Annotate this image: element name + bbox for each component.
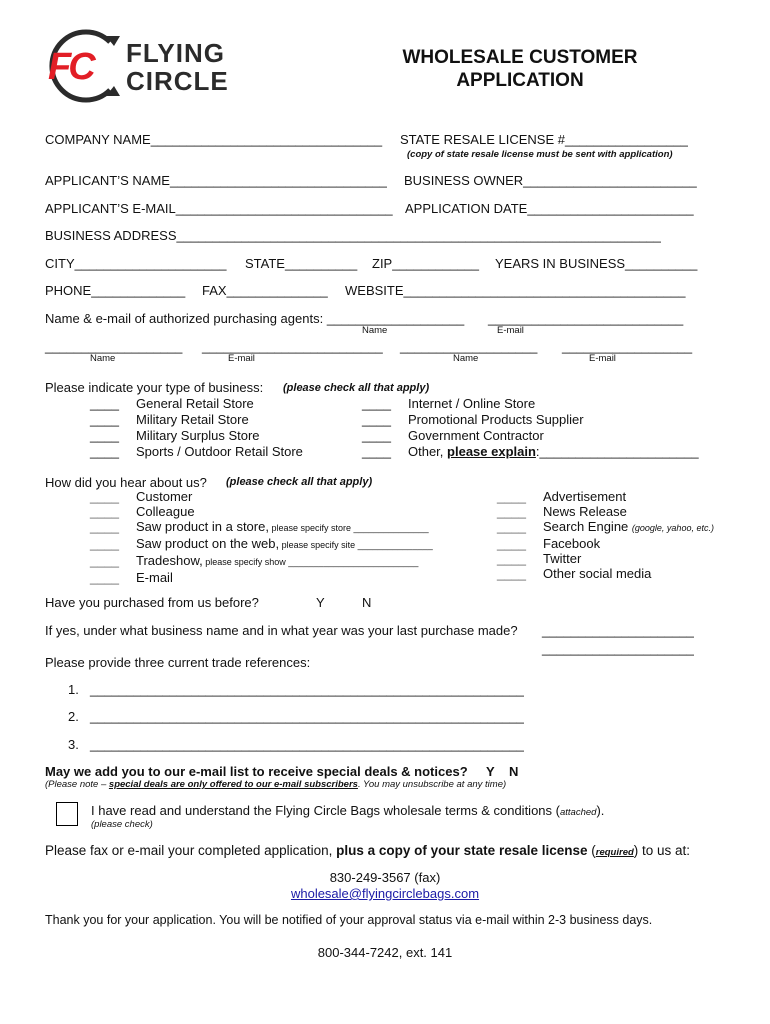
terms-text (91, 803, 604, 818)
agent1-email-line[interactable]: ___________________________ (488, 311, 684, 326)
submit-required: required (595, 847, 634, 858)
option-label: Internet / Online Store (408, 396, 536, 411)
agent2-name-line[interactable]: ___________________ (45, 339, 183, 354)
agent3-name-line[interactable]: ___________________ (400, 339, 538, 354)
phone-field[interactable]: PHONE_____________ (45, 283, 186, 298)
option-label: Search Engine (543, 519, 629, 534)
checkbox-blank[interactable]: ____ (90, 412, 119, 427)
list-item[interactable] (90, 396, 303, 412)
years-in-business-field[interactable]: YEARS IN BUSINESS__________ (495, 256, 698, 271)
terms-attached: attached (559, 807, 597, 818)
option-label: Sports / Outdoor Retail Store (136, 444, 303, 459)
purchased-prompt: Have you purchased from us before? (45, 595, 259, 610)
list-item[interactable] (90, 412, 303, 428)
option-label: Advertisement (543, 489, 627, 504)
checkbox-blank[interactable]: ____ (90, 396, 119, 411)
other-line[interactable]: :______________________ (535, 444, 699, 459)
list-item[interactable] (497, 566, 714, 581)
list-item[interactable] (90, 489, 433, 504)
checkbox-blank[interactable]: ____ (497, 551, 526, 566)
logo-letters: FC (48, 46, 93, 88)
brand-logo (44, 28, 254, 104)
checkbox-blank[interactable]: ____ (90, 570, 119, 585)
search-engine-note: (google, yahoo, etc.) (631, 523, 714, 533)
agent3-email-label: E-mail (589, 353, 616, 364)
phone-footer: 800-344-7242, ext. 141 (317, 945, 453, 960)
email-list-note (45, 779, 506, 790)
reference-line[interactable]: ____________________________________________________________ (90, 737, 524, 752)
submit-bold: plus a copy of your state resale license (336, 843, 588, 858)
last-purchase-line2[interactable]: _____________________ (542, 641, 694, 656)
other-prefix: Other, (408, 444, 448, 459)
list-item[interactable] (90, 428, 303, 444)
list-item[interactable] (90, 536, 433, 553)
option-label: News Release (543, 504, 627, 519)
website-field[interactable]: WEBSITE_______________________________________ (345, 283, 686, 298)
list-item[interactable] (90, 519, 433, 536)
purchased-yes[interactable]: Y (316, 595, 325, 610)
email-list-prompt: May we add you to our e-mail list to receive special deals & notices? (45, 764, 468, 779)
hear-about-prompt: How did you hear about us? (45, 475, 207, 490)
checkbox-blank[interactable]: ____ (90, 489, 119, 504)
agent1-name-label: Name (362, 325, 388, 336)
reference-number: 3. (68, 737, 79, 752)
submit-suffix: ) to us at: (633, 843, 691, 858)
logo-line1: FLYING (126, 38, 225, 68)
option-label: Government Contractor (408, 428, 544, 443)
business-type-right-list (362, 396, 699, 460)
list-item[interactable] (497, 536, 714, 551)
last-purchase-line1[interactable]: _____________________ (542, 623, 694, 638)
checkbox-blank[interactable]: ____ (362, 412, 391, 427)
purchased-no[interactable]: N (362, 595, 372, 610)
applicant-email-field[interactable]: APPLICANT’S E-MAIL______________________________ (45, 201, 393, 216)
note-bold: special deals are only offered to our e-mail subscribers (108, 779, 358, 790)
page-title (380, 46, 660, 92)
list-item[interactable] (90, 444, 303, 460)
checkbox-blank[interactable]: ____ (362, 444, 391, 459)
zip-field[interactable]: ZIP____________ (372, 256, 479, 271)
terms-checkbox[interactable] (56, 802, 78, 826)
submit-paren: ( (587, 843, 596, 858)
option-label: Other social media (543, 566, 652, 581)
note-prefix: (Please note – (45, 779, 109, 790)
submit-instructions (45, 843, 690, 858)
terms-label: I have read and understand the Flying Circle Bags wholesale terms & conditions ( (91, 803, 560, 818)
option-label: Saw product in a store, (136, 519, 269, 534)
agent3-name-label: Name (453, 353, 479, 364)
applicant-name-field[interactable]: APPLICANT’S NAME______________________________ (45, 173, 387, 188)
list-item[interactable] (90, 553, 433, 570)
option-label: Colleague (136, 504, 195, 519)
state-field[interactable]: STATE__________ (245, 256, 358, 271)
option-label: Saw product on the web, (136, 536, 280, 551)
business-address-field[interactable]: BUSINESS ADDRESS___________________________________________________________________ (45, 228, 661, 243)
agent3-email-line[interactable]: __________________ (562, 339, 693, 354)
reference-number: 2. (68, 709, 79, 724)
list-item[interactable] (497, 504, 714, 519)
business-type-note: (please check all that apply) (283, 382, 430, 394)
agent1-email-label: E-mail (497, 325, 524, 336)
terms-check-note: (please check) (91, 819, 153, 830)
note-suffix: . You may unsubscribe at any time) (357, 779, 507, 790)
list-item[interactable] (497, 519, 714, 536)
city-field[interactable]: CITY_____________________ (45, 256, 227, 271)
list-item[interactable] (90, 504, 433, 519)
agents-prompt[interactable]: Name & e-mail of authorized purchasing agents: ___________________ (45, 311, 465, 326)
thank-you-text: Thank you for your application. You will be notified of your approval status via e-mail within 2-3 business days. (45, 913, 653, 927)
list-item[interactable] (362, 428, 699, 444)
checkbox-blank[interactable]: ____ (497, 519, 526, 534)
references-prompt: Please provide three current trade references: (45, 655, 311, 670)
last-purchase-prompt: If yes, under what business name and in what year was your last purchase made? (45, 623, 518, 638)
option-label: Customer (136, 489, 193, 504)
option-specify[interactable]: please specify store _______________ (268, 523, 429, 533)
checkbox-blank[interactable]: ____ (90, 553, 119, 568)
state-resale-note: (copy of state resale license must be sent with application) (407, 149, 673, 160)
submit-email-link[interactable]: wholesale@flyingcirclebags.com (290, 886, 480, 901)
option-specify[interactable]: please specify site _______________ (279, 540, 433, 550)
application-date-field[interactable]: APPLICATION DATE_______________________ (405, 201, 694, 216)
business-type-left-list (90, 396, 303, 460)
title-line1: WHOLESALE CUSTOMER (402, 47, 638, 68)
title-line2: APPLICATION (456, 70, 584, 91)
agent2-email-label: E-mail (228, 353, 255, 364)
checkbox-blank[interactable]: ____ (362, 396, 391, 411)
checkbox-blank[interactable]: ____ (497, 489, 526, 504)
option-label: Facebook (543, 536, 601, 551)
option-label: Military Surplus Store (136, 428, 260, 443)
option-label: E-mail (136, 570, 173, 585)
fax-field[interactable]: FAX______________ (202, 283, 328, 298)
option-specify[interactable]: please specify show __________________________ (202, 557, 419, 567)
terms-close: ). (596, 803, 605, 818)
state-resale-field[interactable]: STATE RESALE LICENSE #_________________ (400, 132, 688, 147)
list-item[interactable] (362, 444, 699, 460)
checkbox-blank[interactable]: ____ (362, 428, 391, 443)
hear-about-note: (please check all that apply) (226, 476, 373, 488)
logo-line2: CIRCLE (126, 66, 229, 96)
list-item[interactable] (497, 489, 714, 504)
email-list-no[interactable]: N (509, 764, 519, 779)
business-owner-field[interactable]: BUSINESS OWNER________________________ (404, 173, 697, 188)
checkbox-blank[interactable]: ____ (90, 536, 119, 551)
checkbox-blank[interactable]: ____ (90, 504, 119, 519)
submit-prefix: Please fax or e-mail your completed application, (45, 843, 337, 858)
checkbox-blank[interactable]: ____ (90, 444, 119, 459)
business-type-prompt: Please indicate your type of business: (45, 380, 264, 395)
company-name-field[interactable]: COMPANY NAME________________________________ (45, 132, 383, 147)
reference-number: 1. (68, 682, 79, 697)
hear-about-right-list (497, 489, 714, 581)
reference-line[interactable]: ____________________________________________________________ (90, 682, 524, 697)
agent2-email-line[interactable]: _________________________ (202, 339, 383, 354)
other-explain: please explain (447, 444, 536, 459)
list-item[interactable] (497, 551, 714, 566)
checkbox-blank[interactable]: ____ (497, 566, 526, 581)
list-item[interactable] (362, 396, 699, 412)
checkbox-blank[interactable]: ____ (90, 519, 119, 534)
checkbox-blank[interactable]: ____ (497, 536, 526, 551)
email-list-yes[interactable]: Y (486, 764, 495, 779)
list-item[interactable] (362, 412, 699, 428)
reference-line[interactable]: ____________________________________________________________ (90, 709, 524, 724)
checkbox-blank[interactable]: ____ (497, 504, 526, 519)
option-label: Twitter (543, 551, 582, 566)
option-label: Tradeshow, (136, 553, 203, 568)
option-label: Promotional Products Supplier (408, 412, 584, 427)
submit-fax: 830-249-3567 (fax) (329, 870, 441, 885)
option-label: General Retail Store (136, 396, 254, 411)
list-item[interactable] (90, 570, 433, 585)
agent2-name-label: Name (90, 353, 116, 364)
option-label: Military Retail Store (136, 412, 249, 427)
checkbox-blank[interactable]: ____ (90, 428, 119, 443)
hear-about-left-list (90, 489, 433, 585)
